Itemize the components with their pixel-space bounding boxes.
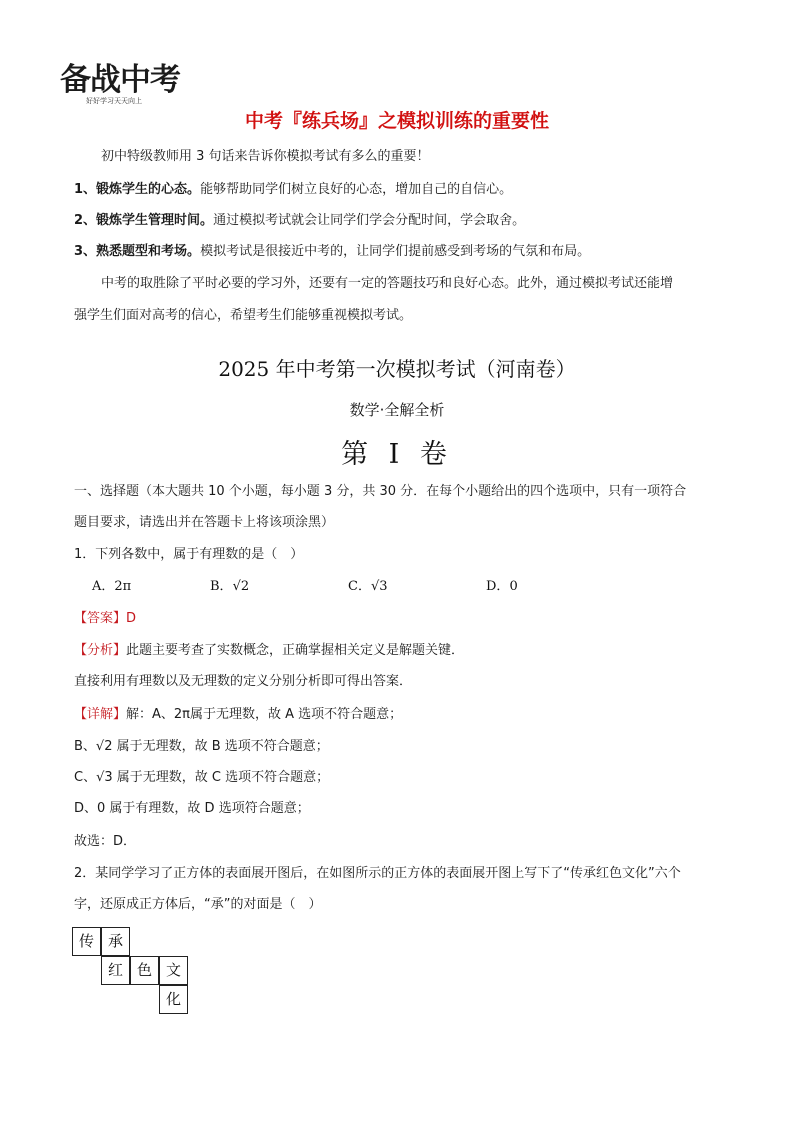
option-value: 2π	[114, 579, 132, 594]
point-text: 模拟考试是很接近中考的，让同学们提前感受到考场的气氛和布局。	[200, 244, 591, 259]
q1-answer	[74, 607, 136, 626]
q1-analysis	[74, 639, 464, 658]
q1-conclusion: 故选：D．	[74, 834, 137, 849]
net-cell: 承	[101, 927, 130, 956]
intro-lead: 初中特级教师用 3 句话来告诉你模拟考试有多么的重要！	[101, 149, 430, 164]
option-label: B．	[210, 579, 233, 594]
intro-closing-line-2: 强学生们面对高考的信心，希望考生们能够重视模拟考试。	[74, 308, 413, 323]
brand-logo	[60, 52, 192, 110]
question-2-stem-line-2: 字，还原成正方体后，“承”的对面是（ ）	[74, 897, 322, 912]
logo-text: 备战中考	[60, 62, 180, 98]
q1-option-d	[486, 575, 518, 594]
point-number: 3、	[74, 244, 97, 259]
detail-tag: 【详解】	[74, 707, 127, 722]
point-heading: 锻炼学生的心态。	[96, 182, 201, 197]
option-value: 0	[509, 579, 518, 594]
q1-detail-line-3: C、√3 属于无理数，故 C 选项不符合题意；	[74, 770, 330, 785]
option-label: D．	[486, 579, 510, 594]
q1-method: 直接利用有理数以及无理数的定义分别分析即可得出答案．	[74, 674, 413, 689]
page-header-title: 中考『练兵场』之模拟训练的重要性	[244, 110, 549, 132]
section-instructions-line-2: 题目要求，请选出并在答题卡上将该项涂黑）	[74, 515, 335, 530]
point-heading: 熟悉题型和考场。	[96, 244, 201, 259]
q1-detail-line-4: D、0 属于有理数，故 D 选项符合题意；	[74, 801, 310, 816]
intro-closing-line-1: 中考的取胜除了平时必要的学习外，还要有一定的答题技巧和良好心态。此外，通过模拟考试还能增	[101, 276, 674, 291]
question-2-stem-line-1: 2．某同学学习了正方体的表面展开图后，在如图所示的正方体的表面展开图上写下了“传承红色文化”六个	[74, 866, 681, 881]
logo-subtext: 好好学习天天向上	[86, 97, 142, 105]
point-text: 通过模拟考试就会让同学们学会分配时间，学会取舍。	[213, 213, 526, 228]
net-cell: 文	[159, 956, 188, 985]
option-label: A．	[92, 579, 115, 594]
intro-point-1	[74, 178, 512, 197]
intro-point-2	[74, 209, 525, 228]
exam-subtitle: 数学·全解全析	[349, 401, 445, 419]
net-cell: 色	[130, 956, 159, 985]
net-cell: 红	[101, 956, 130, 985]
net-cell: 化	[159, 985, 188, 1014]
answer-tag: 【答案】	[74, 611, 127, 626]
volume-heading: 第 I 卷	[341, 439, 453, 470]
intro-point-3	[74, 240, 590, 259]
point-number: 2、	[74, 213, 97, 228]
q1-detail-line-1	[74, 703, 402, 722]
q1-detail-line-2: B、√2 属于无理数，故 B 选项不符合题意；	[74, 739, 329, 754]
point-text: 能够帮助同学们树立良好的心态，增加自己的自信心。	[200, 182, 513, 197]
q1-option-c	[348, 575, 388, 594]
section-instructions-line-1: 一、选择题（本大题共 10 个小题，每小题 3 分，共 30 分．在每个小题给出的四个选项中，只有一项符合	[74, 484, 687, 499]
point-number: 1、	[74, 182, 97, 197]
q1-option-b	[210, 575, 249, 594]
question-1-stem: 1．下列各数中，属于有理数的是（ ）	[74, 547, 304, 562]
net-cell: 传	[72, 927, 101, 956]
option-value: √3	[370, 579, 388, 594]
exam-title: 2025 年中考第一次模拟考试（河南卷）	[218, 357, 576, 381]
point-heading: 锻炼学生管理时间。	[96, 213, 214, 228]
detail-text: 解：A、2π属于无理数，故 A 选项不符合题意；	[126, 707, 403, 722]
option-value: √2	[232, 579, 250, 594]
analysis-text: 此题主要考查了实数概念，正确掌握相关定义是解题关键．	[126, 643, 465, 658]
analysis-tag: 【分析】	[74, 643, 127, 658]
answer-value: D	[126, 611, 137, 626]
option-label: C．	[348, 579, 371, 594]
q1-option-a	[92, 575, 131, 594]
